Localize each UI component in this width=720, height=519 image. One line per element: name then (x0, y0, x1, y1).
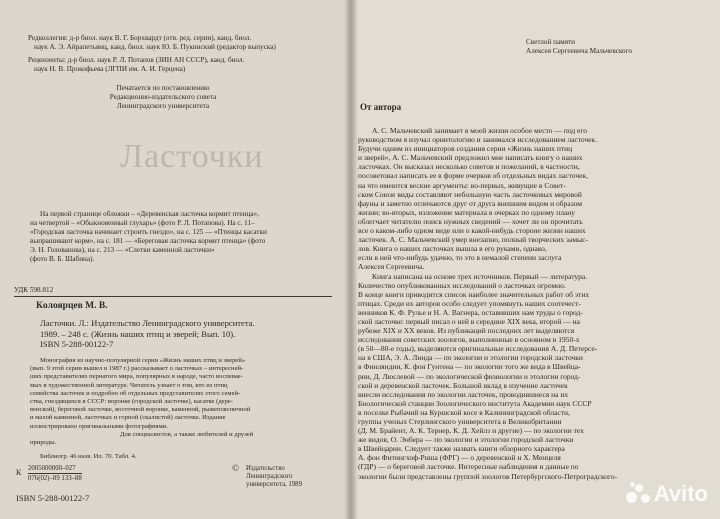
body-line: ласточек. А. С. Мальчевский умер внезапно, полный творческих замыс- (358, 235, 588, 245)
body-line: же видов, О. Энбера — по экологии и этологии городской ласточки (358, 435, 574, 445)
body-line: фауны и заметно отличаются друг от друга внешним видом и образом (358, 198, 582, 208)
bibliographic-record (40, 318, 255, 350)
printed-by (88, 84, 238, 111)
abstract-line: мых в художественной литературе. Читатель узнает о том, кто из птиц (30, 381, 228, 389)
avito-brand-text: Avito (653, 481, 708, 506)
udk: УДК 598.812 (14, 286, 54, 294)
body-line: в Финляндии, К. фон Гунтена — по экологии того же вида в Швейца- (358, 362, 581, 372)
dedication-line: Светлой памяти (526, 38, 575, 46)
biblio-note: Библиогр. 46 назв. Ил. 70. Табл. 4. (40, 453, 137, 460)
body-line: птицах. Среди их авторов особо следует упомянуть наших соотечест- (358, 298, 581, 308)
body-line: А. фон Фитингхоф-Риша (ФРГ) — о деревенской и Х. Менцеля (358, 453, 561, 463)
reviewers-line: наук Н. В. Прокофьева (ЛГПИ им. А. И. Герцена) (34, 65, 186, 73)
abstract (30, 357, 253, 447)
copyright-mark: © (232, 463, 239, 473)
body-line: Книга написана на основе трех источников. Первый — литература. (372, 271, 588, 281)
biblio-line: Ласточки. Л.: Издательство Ленинградского университета. (40, 318, 255, 328)
body-line: рии, Д. Люслевой — по экологической физиологии и этологии город- (358, 371, 581, 381)
printed-by-line: Ленинградского университета (116, 102, 210, 110)
author: Кoлоярцев М. В. (36, 301, 108, 311)
body-line: экологии были представлены группой зоологов Петербургского-Петроградского- (358, 471, 618, 481)
reviewers (28, 56, 244, 74)
body-line: посоветовал написать ее в форме очерков об отдельных видах ласточек, (358, 171, 588, 181)
body-line: все о каком-либо одном виде или о какой-нибудь стороне жизни наших (358, 226, 586, 236)
body-line: (ГДР) — о береговой ласточке. Интересные наблюдения и данные по (358, 462, 579, 472)
body-line: лов. Книга о наших ласточках вышла в его руками, однако, (358, 244, 547, 254)
avito-watermark (626, 481, 708, 507)
body-line: ской ласточке: первый писал о ней в середине XIX века, второй — на (358, 316, 580, 326)
left-page (0, 0, 350, 519)
code-line: 2005000000–027 (28, 464, 82, 474)
body-line: Будучи одним из инициаторов создания серии «Жизнь наших птиц (358, 144, 573, 154)
body-text (358, 126, 617, 481)
abstract-line: природы. (30, 439, 57, 447)
abstract-line: иллюстрировано оригинальными фотографиями. (30, 422, 168, 430)
section-heading: От автора (360, 102, 402, 112)
copyright-line: университета, 1989 (246, 481, 302, 488)
book-gutter (344, 0, 358, 519)
body-line: жизни; во-вторых, изложение материала в очерках по одному плану (358, 207, 576, 217)
body-line: внесли исследования по экологии ласточек, проводившиеся на их (358, 389, 569, 399)
body-line: облегчает читателю поиск нужных сведений — хочет ли он прочитать (358, 216, 583, 226)
caption-line: «Городская ласточка начинает строить гнездо», на с. 125 — «Птенцы касатки (30, 228, 267, 236)
classification-code (28, 464, 82, 483)
caption-line: Э. Н. Голованова), на с. 213 — «Слетки каменной ласточки» (30, 246, 215, 254)
caption-line: на четвертой – «Обыкновенный глухарь» (фото Р. Л. Потапова). На с. 11– (30, 219, 255, 227)
caption-line: (фото В. Б. Шабина). (30, 255, 95, 263)
isbn: ISBN 5-288-00122-7 (40, 339, 114, 349)
divider (14, 296, 332, 297)
abstract-line: и малой каменной, ласточках и горной (скалистой) ласточке. Издание (30, 414, 226, 422)
abstract-line: ших представителях пернатого мира, популярных в народе, часто воспевае- (30, 373, 243, 381)
body-line: (в 50—80-е годы), выделяются оригинальные исследования А. Д. Петерсе- (358, 344, 598, 354)
dedication (526, 38, 632, 56)
isbn-bottom: ISBN 5-288-00122-7 (16, 493, 90, 503)
avito-logo-icon (626, 482, 650, 506)
body-line: в поселке Рыбачий на Куршской косе в Калининградской области, (358, 407, 570, 417)
body-line: если в ней что-нибудь удачно, то это в немалой степени заслуга (358, 253, 562, 263)
body-line: руководством я изучал орнитологию и занимался исследованием ласточек. (358, 135, 598, 145)
dedication-line: Алексея Сергеевича Мальчевского (526, 47, 632, 55)
body-line: А. С. Мальчевский занимает в моей жизни особое место — под его (372, 126, 588, 135)
body-line: В конце книги приводится список наиболее значительных работ об этих (358, 289, 590, 299)
body-line: группы ученых Стерлингского университета в Великобритании (358, 417, 562, 426)
abstract-line: Монография из научно-популярной серии «Жизнь наших птиц и зверей» (40, 357, 246, 364)
body-line: на в США, Э. А. Линда — по экологии и этологии городской ласточки (358, 353, 583, 363)
body-line: Биологической станции Зоологического института Академии наук СССР (358, 398, 592, 408)
body-line: Количество опубликованных исследований о ласточках огромно. (358, 280, 566, 290)
body-line: ском Союзе виды составляют небольшую часть ласточковых мировой (358, 189, 582, 199)
abstract-line: ства, гнездящихся в СССР: воронке (городской ласточке), касатке (дере- (30, 398, 234, 406)
copyright (246, 465, 302, 489)
reviewers-line: Рецензенты: д-р биол. наук Р. Л. Потапов (ЗИН АН СССР), канд. биол. (28, 56, 245, 64)
body-line: и зверей», А. С. Мальчевский предложил мне написать книгу о наших (358, 153, 583, 163)
biblio-line: 1989. – 248 с. (Жизнь наших птиц и зверей; Вып. 10). (40, 328, 236, 339)
body-line: ской и деревенской ласточек. Большой вклад в изучение ласточек (358, 380, 568, 390)
body-line: Алексея Сергеевича. (358, 262, 425, 272)
copyright-line: Издательство (246, 465, 285, 472)
body-line: (Д. М. Брайент, А. К. Тернер, К. Д. Хейлз и другие) — по экологии тех (358, 426, 584, 436)
body-line: венников К. Ф. Рулье и Н. А. Вагнера, оставивших нам труды о город- (358, 307, 583, 317)
abstract-line: Для специалистов, а также любителей и друзей (120, 430, 254, 438)
code-line: 076(02)–89 133–88 (28, 475, 82, 482)
cover-caption (30, 210, 267, 264)
printed-by-line: Печатается по постановлению (116, 84, 210, 92)
bleed-through-title: Ласточки (120, 138, 264, 175)
editorial-line: наук А. Э. Айрапетьянц, канд. биол. наук Ю. Б. Пукинский (редактор выпуска) (34, 43, 276, 51)
caption-line: На первой странице обложки – «Деревенская ласточка кормит птенца», (40, 210, 259, 218)
copyright-line: Ленинградского (246, 473, 293, 480)
code-k: К (16, 468, 22, 477)
abstract-line: венской), береговой ласточке, восточной воронке, каменной, рыжепоясничной (30, 406, 251, 414)
body-line: ласточках. Он высказал несколько советов и пожеланий, в частности, (358, 162, 580, 172)
editorial-board (28, 34, 276, 52)
body-line: рубеже XIX и XX веков. Из публикаций последних лет выделяются (358, 326, 575, 336)
printed-by-line: Редакционно-издательского совета (109, 93, 217, 101)
body-line: исследования советских зоологов, выполненные в основном в 1950-х (358, 335, 580, 345)
right-page (350, 0, 720, 519)
abstract-line: (вып. 9 этой серии вышел в 1987 г.) рассказывает о ласточках – интересней- (30, 365, 244, 373)
caption-line: выпрашивают корм», на с. 181 — «Береговая ласточка кормит птенца» (фото (30, 237, 266, 245)
editorial-line: Редколлегия: д-р биол. наук В. Г. Борхвардт (отв. ред. серии), канд. биол. (28, 34, 252, 42)
abstract-line: семейства ласточек и подробно об отдельных представителях этого семей- (30, 389, 241, 397)
body-line: на что имеются веские аргументы: во-первых, живущие в Совет- (358, 180, 566, 190)
body-line: в Швейцарии. Следует также назвать книги обзорного характера (358, 444, 565, 454)
